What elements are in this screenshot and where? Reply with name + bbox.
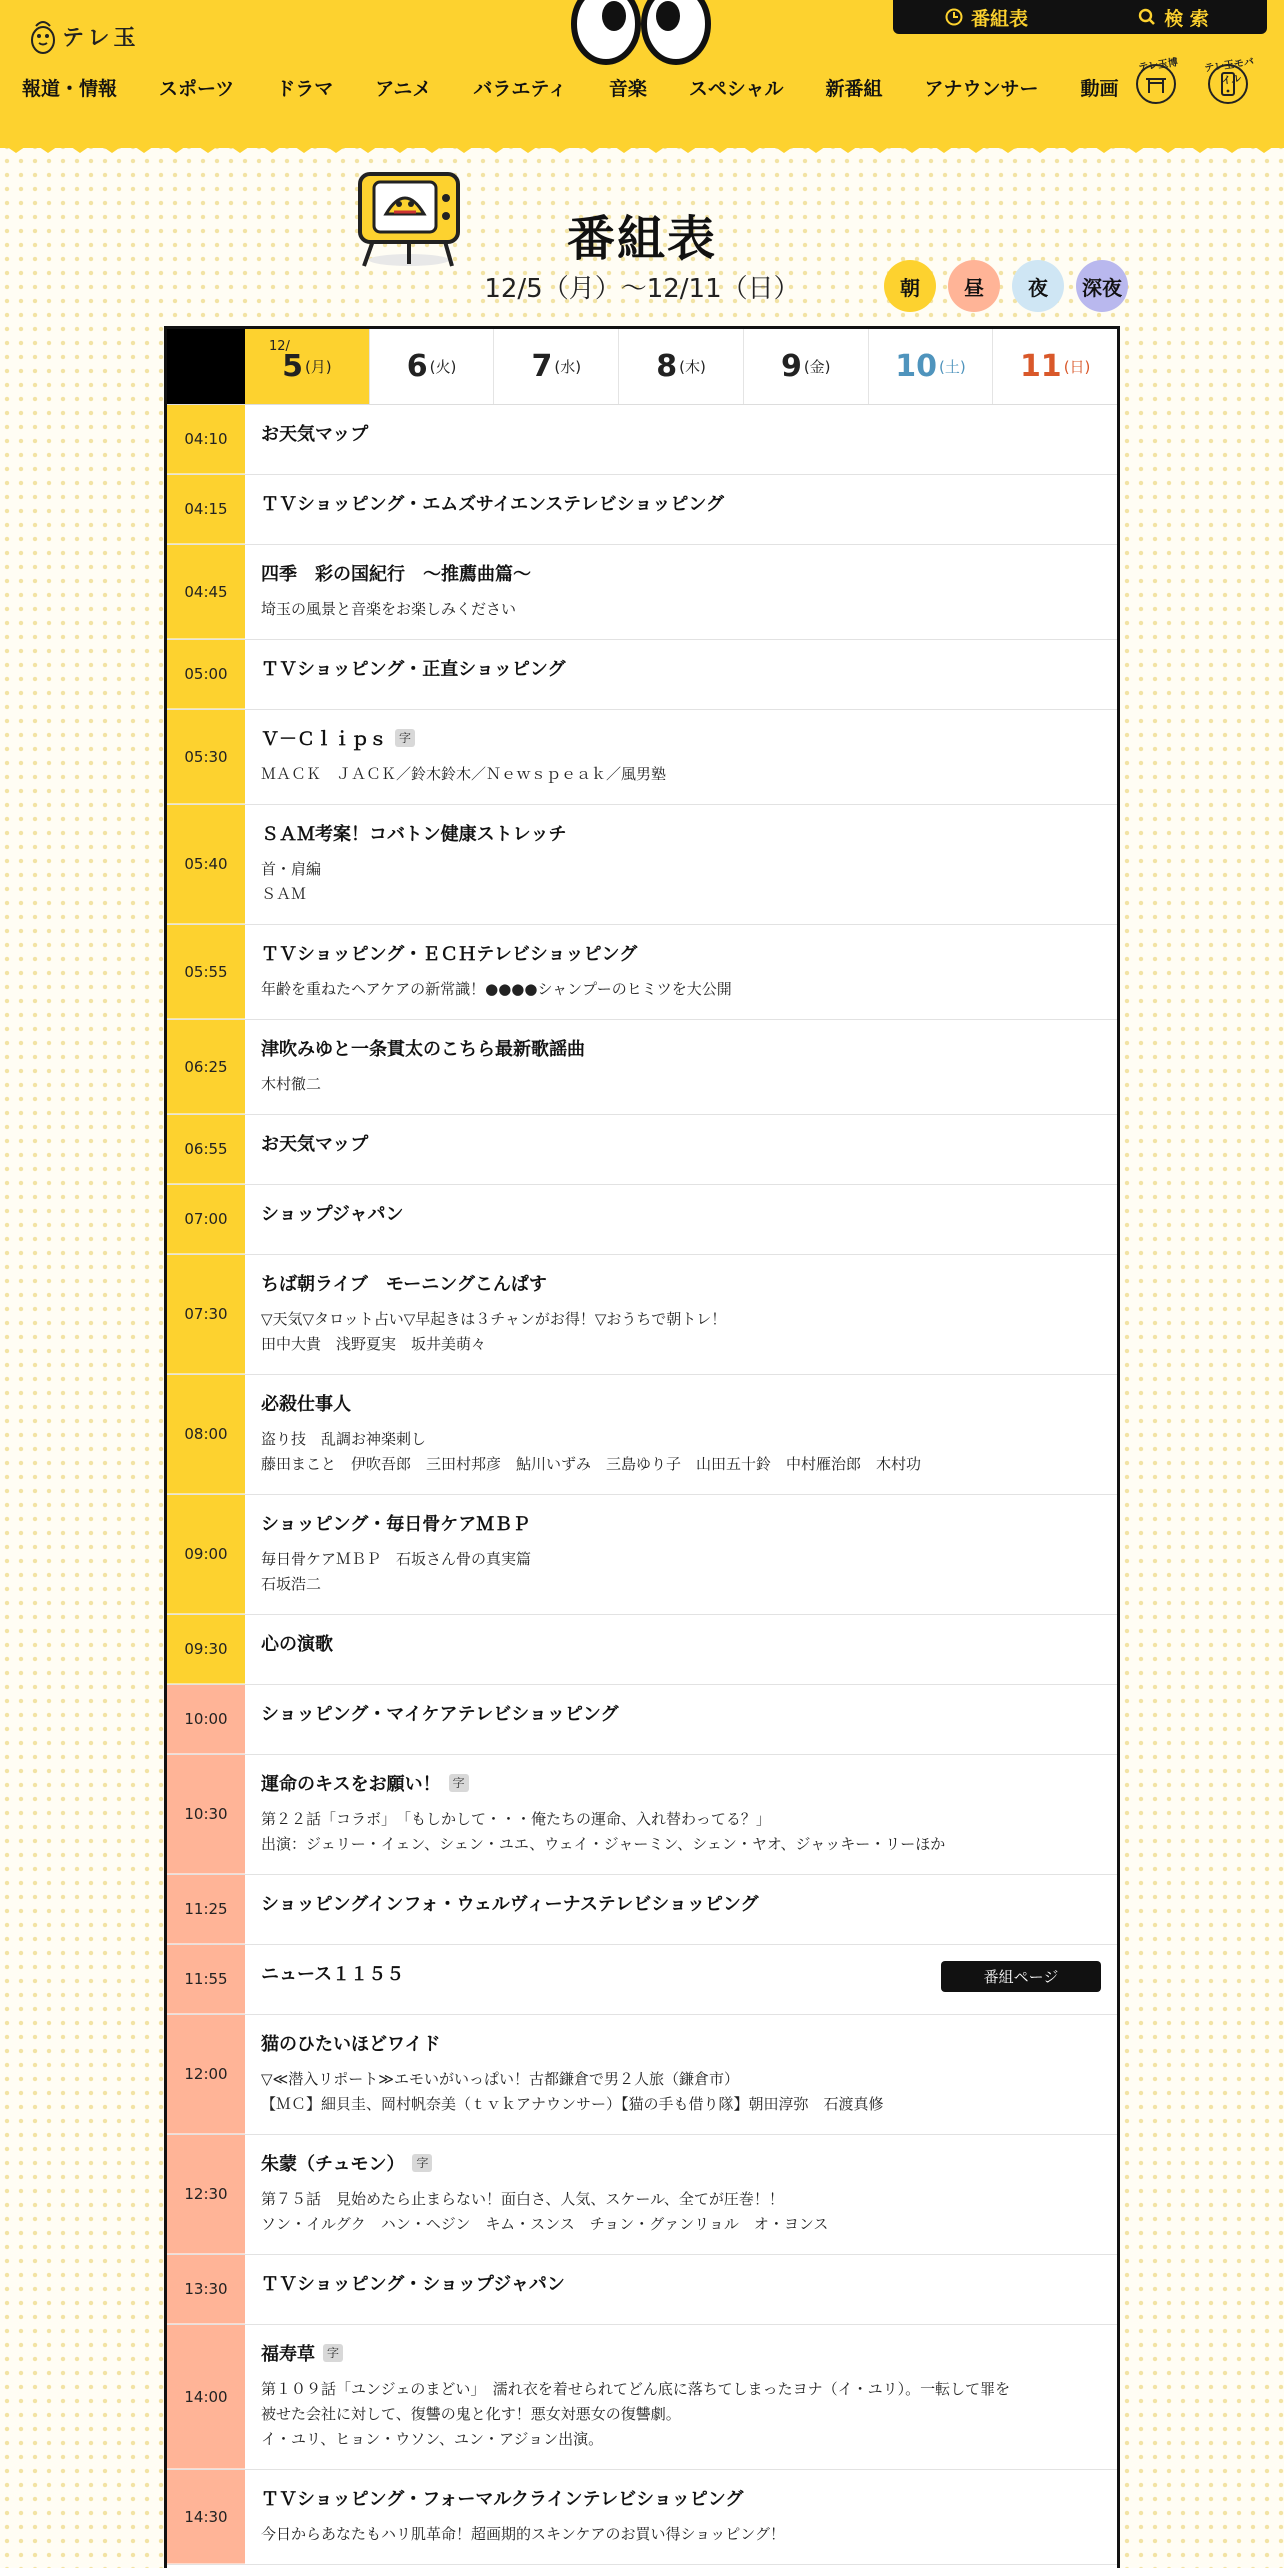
program-body — [245, 2470, 1117, 2564]
nav-item-video[interactable]: 動画 — [1080, 77, 1119, 100]
program-title-row — [261, 1632, 1101, 1654]
site-header — [0, 0, 1284, 148]
program-title[interactable]: ＴＶショッピング・エムズサイエンステレビショッピング — [261, 494, 724, 515]
teletama-mobile-button[interactable] — [1203, 56, 1255, 104]
program-time: 07:00 — [167, 1185, 245, 1254]
program-title-row — [261, 2487, 1101, 2509]
program-body — [245, 1185, 1117, 1254]
program-title-row — [261, 1702, 1101, 1724]
program-row[interactable] — [167, 2015, 1117, 2135]
program-title[interactable]: ＴＶショッピング・ショップジャパン — [261, 2274, 565, 2295]
program-body — [245, 1945, 1117, 2014]
page-title: 番組表 — [566, 211, 717, 267]
program-title-row — [261, 2272, 1101, 2294]
logo-text: テレ玉 — [62, 25, 140, 51]
program-description-line: 石坂浩二 — [261, 1575, 322, 1593]
day-tabs — [167, 329, 1117, 405]
utility-bar — [893, 0, 1267, 34]
program-row[interactable] — [167, 545, 1117, 640]
day-number: 8 — [656, 349, 678, 384]
search-link-label: 検 索 — [1164, 7, 1209, 30]
program-description — [261, 597, 1101, 622]
program-description-line: ソン・イルグク ハン・ヘジン キム・スンス チョン・グァンリョル オ・ヨンス — [261, 2215, 829, 2233]
program-title-row — [261, 1512, 1101, 1534]
program-title[interactable]: ＴＶショッピング・フォーマルクラインテレビショッピング — [261, 2489, 744, 2510]
nav-item-drama[interactable]: ドラマ — [276, 77, 334, 100]
program-title[interactable]: 四季 彩の国紀行 ～推薦曲篇～ — [261, 564, 531, 585]
day-tab-2[interactable] — [493, 329, 618, 404]
program-time: 14:00 — [167, 2325, 245, 2469]
day-tab-3[interactable] — [618, 329, 743, 404]
program-time: 09:30 — [167, 1615, 245, 1684]
eyes-mascot-icon — [566, 0, 716, 66]
program-description-line: ▽≪潜入リポート≫エモいがいっぱい！古都鎌倉で男２人旅（鎌倉市） — [261, 2070, 739, 2088]
program-title[interactable]: 福寿草 — [261, 2344, 315, 2365]
program-title[interactable]: ＳＡＭ考案！コバトン健康ストレッチ — [261, 824, 567, 845]
program-description-line: 被せた会社に対して、復讐の鬼と化す！悪女対悪女の復讐劇。 — [261, 2405, 681, 2423]
program-description — [261, 2067, 1101, 2117]
day-tab-1[interactable] — [369, 329, 494, 404]
program-body — [245, 475, 1117, 544]
program-time: 11:25 — [167, 1875, 245, 1944]
program-time: 11:55 — [167, 1945, 245, 2014]
program-row[interactable] — [167, 1615, 1117, 1685]
program-description — [261, 762, 1101, 787]
program-row[interactable] — [167, 710, 1117, 805]
subtitle-badge: 字 — [323, 2344, 343, 2362]
program-time: 12:30 — [167, 2135, 245, 2254]
program-title[interactable]: ＴＶショッピング・ＥＣＨテレビショッピング — [261, 944, 638, 965]
program-title-row — [261, 422, 1101, 444]
program-title[interactable]: 運命のキスをお願い！ — [261, 1774, 441, 1795]
day-number: 10 — [895, 349, 937, 384]
late-night-button[interactable]: 深夜 — [1076, 260, 1128, 312]
program-body — [245, 805, 1117, 924]
program-title[interactable]: 心の演歌 — [261, 1634, 333, 1655]
day-tab-6[interactable] — [992, 329, 1117, 404]
program-time: 08:00 — [167, 1375, 245, 1494]
program-body — [245, 1495, 1117, 1614]
program-description — [261, 2187, 1101, 2237]
nav-item-announcer[interactable]: アナウンサー — [924, 77, 1039, 100]
program-time: 10:30 — [167, 1755, 245, 1874]
nav-item-new-programs[interactable]: 新番組 — [825, 77, 883, 100]
program-schedule — [164, 326, 1120, 2568]
day-tab-4[interactable] — [743, 329, 868, 404]
program-title[interactable]: ショッピング・毎日骨ケアＭＢＰ — [261, 1514, 531, 1535]
program-row[interactable] — [167, 2325, 1117, 2470]
day-weekday: (土) — [938, 358, 966, 376]
program-description-line: 木村徹二 — [261, 1075, 322, 1093]
program-title[interactable]: 朱蒙（チュモン） — [261, 2154, 405, 2175]
schedule-link-label: 番組表 — [970, 7, 1028, 30]
program-description-line: 埼玉の風景と音楽をお楽しみください — [261, 600, 517, 618]
program-title-row — [261, 2342, 1101, 2364]
program-body — [245, 1020, 1117, 1114]
program-page-button[interactable]: 番組ページ — [941, 1961, 1101, 1992]
program-description-line: ＭＡＣＫ ＪＡＣＫ／鈴木鈴木／Ｎｅｗｓｐｅａｋ／風男塾 — [261, 765, 667, 783]
program-description-line: 第７５話 見始めたら止まらない！面白さ、人気、スケール、全てが圧巻！！ — [261, 2190, 784, 2208]
program-title-row — [261, 2032, 1101, 2054]
program-row[interactable] — [167, 925, 1117, 1020]
program-title-row — [261, 562, 1101, 584]
program-title[interactable]: ＴＶショッピング・正直ショッピング — [261, 659, 566, 680]
program-description — [261, 2522, 1101, 2547]
clock-icon — [945, 8, 963, 26]
program-time: 10:00 — [167, 1685, 245, 1754]
program-title-row — [261, 1272, 1101, 1294]
program-row[interactable] — [167, 1185, 1117, 1255]
program-title-row — [261, 1772, 1101, 1794]
program-title-row — [261, 1202, 1101, 1224]
program-description — [261, 1427, 1101, 1477]
schedule-link[interactable] — [893, 4, 1080, 31]
day-weekday: (金) — [803, 358, 831, 376]
program-row[interactable] — [167, 1755, 1117, 1875]
day-weekday: (月) — [304, 358, 332, 376]
program-title-row — [261, 1392, 1101, 1414]
day-number: 6 — [406, 349, 428, 384]
program-title[interactable]: お天気マップ — [261, 1134, 369, 1155]
program-row[interactable] — [167, 475, 1117, 545]
teletama-mobile-label: テレ玉モバイル — [1203, 56, 1255, 88]
nav-item-anime[interactable]: アニメ — [375, 77, 432, 100]
date-range: 12/5（月）〜12/11（日） — [484, 274, 800, 304]
program-description-line: 出演：ジェリー・イェン、シェン・ユエ、ウェイ・ジャーミン、シェン・ヤオ、ジャッキー・リーほか — [261, 1835, 946, 1853]
program-title-row — [261, 1892, 1101, 1914]
program-description-line: 今日からあなたもハリ肌革命！超画期的スキンケアのお買い得ショッピング！ — [261, 2525, 785, 2543]
program-title-row — [261, 822, 1101, 844]
program-body — [245, 1115, 1117, 1184]
program-time: 14:30 — [167, 2470, 245, 2564]
program-title-row — [261, 492, 1101, 514]
program-body — [245, 640, 1117, 709]
program-body — [245, 925, 1117, 1019]
program-description-line: 田中大貴 浅野夏実 坂井美萌々 — [261, 1335, 487, 1353]
program-time: 05:55 — [167, 925, 245, 1019]
time-of-day-buttons — [884, 260, 1128, 312]
subtitle-badge: 字 — [395, 729, 415, 747]
day-tab-0[interactable] — [245, 329, 369, 404]
program-time: 07:30 — [167, 1255, 245, 1374]
day-weekday: (水) — [554, 358, 582, 376]
program-title-row — [261, 942, 1101, 964]
day-number: 5 — [282, 349, 303, 384]
day-weekday: (火) — [429, 358, 457, 376]
program-title-row — [261, 2152, 1101, 2174]
program-description-line: イ・ユリ、ヒョン・ウソン、ユン・アジョン出演。 — [261, 2430, 604, 2448]
program-description-line: 首・肩編 — [261, 860, 322, 878]
program-title[interactable]: 猫のひたいほどワイド — [261, 2034, 441, 2055]
program-body — [245, 2325, 1117, 2469]
program-description — [261, 2377, 1101, 2452]
program-description-line: 藤田まこと 伊吹吾郎 三田村邦彦 鮎川いずみ 三島ゆり子 山田五十鈴 中村雁治郎 木村功 — [261, 1455, 922, 1473]
program-body — [245, 2255, 1117, 2324]
program-time: 12:00 — [167, 2015, 245, 2134]
day-number: 7 — [531, 349, 553, 384]
program-row[interactable] — [167, 1020, 1117, 1115]
search-link[interactable] — [1080, 4, 1267, 31]
program-time: 05:00 — [167, 640, 245, 709]
program-title[interactable]: 必殺仕事人 — [261, 1394, 351, 1415]
day-number: 11 — [1019, 349, 1062, 384]
nav-item-sports[interactable]: スポーツ — [159, 77, 235, 100]
program-row[interactable] — [167, 640, 1117, 710]
program-title[interactable]: ショッピングインフォ・ウェルヴィーナステレビショッピング — [261, 1894, 759, 1915]
program-body — [245, 1375, 1117, 1494]
program-body — [245, 1615, 1117, 1684]
program-row[interactable] — [167, 2135, 1117, 2255]
program-body — [245, 710, 1117, 804]
program-body — [245, 1685, 1117, 1754]
nav-item-special[interactable]: スペシャル — [688, 77, 784, 100]
program-time: 13:30 — [167, 2255, 245, 2324]
program-row[interactable] — [167, 1945, 1117, 2015]
search-icon — [1138, 8, 1156, 26]
morning-button[interactable]: 朝 — [884, 260, 936, 312]
program-row[interactable] — [167, 2470, 1117, 2565]
nav-item-variety[interactable]: バラエティ — [473, 77, 567, 100]
day-month: 12/ — [269, 339, 290, 354]
program-row[interactable] — [167, 2255, 1117, 2325]
program-description-line: 年齢を重ねたヘアケアの新常識！●●●●シャンプーのヒミツを大公開 — [261, 980, 732, 998]
program-description-line: 毎日骨ケアＭＢＰ 石坂さん骨の真実篇 — [261, 1550, 532, 1568]
program-row[interactable] — [167, 1255, 1117, 1375]
teletama-haku-label: テレ玉博 — [1137, 57, 1179, 74]
noon-button[interactable]: 昼 — [948, 260, 1000, 312]
night-button[interactable]: 夜 — [1012, 260, 1064, 312]
program-description — [261, 977, 1101, 1002]
program-body — [245, 1875, 1117, 1944]
site-logo[interactable] — [30, 16, 140, 56]
program-title-row — [261, 657, 1101, 679]
program-time: 06:25 — [167, 1020, 245, 1114]
program-body — [245, 1255, 1117, 1374]
program-row[interactable] — [167, 405, 1117, 475]
program-list — [167, 405, 1117, 2565]
header-zigzag-edge — [0, 140, 1284, 156]
subtitle-badge: 字 — [449, 1774, 469, 1792]
program-time: 09:00 — [167, 1495, 245, 1614]
program-body — [245, 405, 1117, 474]
program-description-line: 第１０９話「ユンジェのまどい」 濡れ衣を着せられてどん底に落ちてしまったヨナ（イ・ユリ）。一転して罪を — [261, 2380, 1011, 2398]
program-description-line: 【ＭＣ】細貝圭、岡村帆奈美（ｔｖｋアナウンサー）【猫の手も借り隊】朝田淳弥 石渡真修 — [261, 2095, 884, 2113]
program-time: 05:30 — [167, 710, 245, 804]
program-description-line: ＳＡＭ — [261, 885, 307, 903]
program-description — [261, 1307, 1101, 1357]
program-title[interactable]: お天気マップ — [261, 424, 369, 445]
program-time: 04:10 — [167, 405, 245, 474]
program-title[interactable]: ショッピング・マイケアテレビショッピング — [261, 1704, 619, 1725]
program-body — [245, 1755, 1117, 1874]
program-description — [261, 1547, 1101, 1597]
day-weekday: (木) — [679, 358, 706, 376]
tamatama-mascot-icon — [30, 16, 56, 56]
day-number: 9 — [780, 349, 802, 384]
day-tab-5[interactable] — [868, 329, 993, 404]
program-title[interactable]: ニュース１１５５ — [261, 1964, 405, 1985]
program-title-row — [261, 1132, 1101, 1154]
program-title-row — [261, 1037, 1101, 1059]
program-row[interactable] — [167, 1375, 1117, 1495]
program-time: 06:55 — [167, 1115, 245, 1184]
nav-item-music[interactable]: 音楽 — [608, 77, 647, 100]
program-description-line: 第２２話「コラボ」 「もしかして・・・俺たちの運命、入れ替わってる？」 — [261, 1810, 771, 1828]
program-row[interactable] — [167, 805, 1117, 925]
gate-icon — [1144, 73, 1168, 95]
day-weekday: (日) — [1063, 358, 1091, 376]
program-time: 04:15 — [167, 475, 245, 544]
program-description — [261, 1072, 1101, 1097]
program-time: 04:45 — [167, 545, 245, 639]
program-row[interactable] — [167, 1685, 1117, 1755]
program-row[interactable] — [167, 1495, 1117, 1615]
program-description-line: ▽天気▽タロット占い▽早起きは３チャンがお得！▽おうちで朝トレ！ — [261, 1310, 727, 1328]
program-body — [245, 545, 1117, 639]
program-title-row — [261, 727, 1101, 749]
program-title[interactable]: 津吹みゆと一条貫太のこちら最新歌謡曲 — [261, 1039, 585, 1060]
program-title[interactable]: ちば朝ライブ モーニングこんぱす — [261, 1274, 547, 1295]
program-body — [245, 2015, 1117, 2134]
program-description — [261, 1807, 1101, 1857]
program-description-line: 盗り技 乱調お神楽刺し — [261, 1430, 427, 1448]
program-time: 05:40 — [167, 805, 245, 924]
program-row[interactable] — [167, 1875, 1117, 1945]
day-tabs-corner — [167, 329, 245, 404]
subtitle-badge: 字 — [412, 2154, 432, 2172]
program-title[interactable]: Ｖ－Ｃｌｉｐｓ — [261, 729, 387, 750]
program-description — [261, 857, 1101, 907]
nav-item-news[interactable]: 報道・情報 — [22, 77, 118, 100]
program-title[interactable]: ショップジャパン — [261, 1204, 404, 1225]
main-nav — [22, 62, 1119, 112]
program-row[interactable] — [167, 1115, 1117, 1185]
program-body — [245, 2135, 1117, 2254]
teletama-haku-button[interactable] — [1136, 57, 1179, 104]
